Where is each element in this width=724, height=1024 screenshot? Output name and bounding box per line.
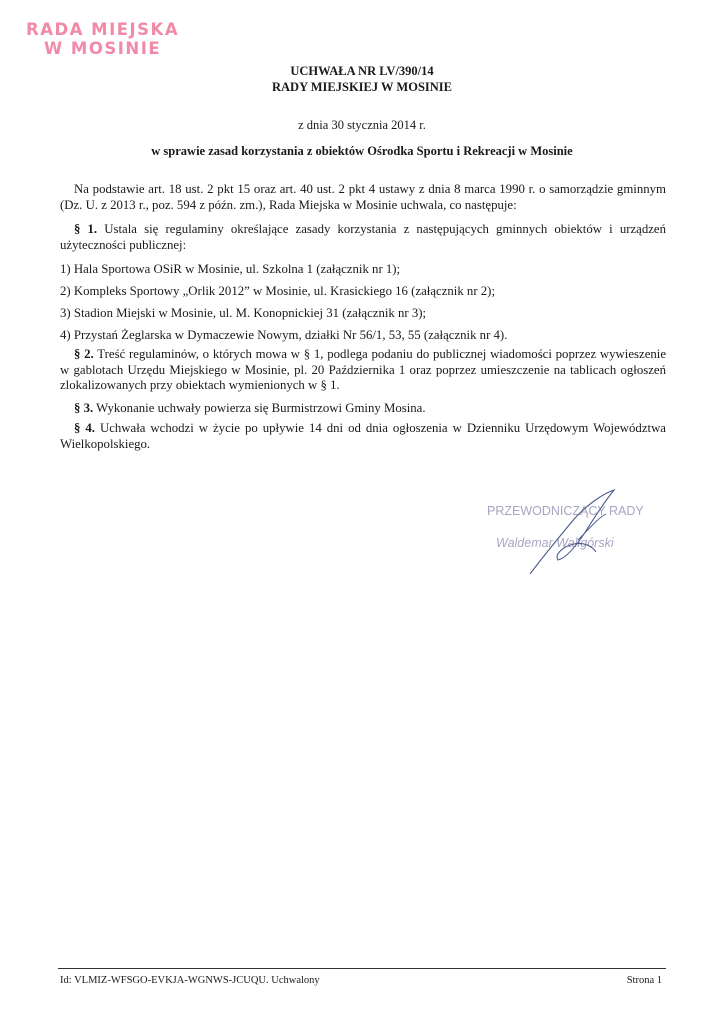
section-3-text: Wykonanie uchwały powierza się Burmistrzowi Gminy Mosina. [93,401,426,415]
title-line-1: UCHWAŁA NR LV/390/14 [290,64,434,78]
section-3-label: § 3. [74,401,94,415]
section-3 [60,401,666,417]
resolution-title [0,63,724,95]
stamp-line-2: W MOSINIE [43,39,162,58]
list-item: 2) Kompleks Sportowy „Orlik 2012” w Mosinie, ul. Krasickiego 16 (załącznik nr 2); [60,284,496,298]
signature-block [480,488,660,588]
footer-divider [58,968,666,969]
list-item: 3) Stadion Miejski w Mosinie, ul. M. Konopnickiej 31 (załącznik nr 3); [60,306,427,320]
signature-name: Waldemar Waligórski [496,536,614,550]
preamble: Na podstawie art. 18 ust. 2 pkt 15 oraz art. 40 ust. 2 pkt 4 ustawy z dnia 8 marca 1990 r. o samorządzie gminnym (Dz. U. z 2013 r., poz. 594 z późn. zm.), Rada Miejska w Mosinie uchwala, co następuje: [60,182,666,212]
stamp-line-1: RADA MIEJSKA [26,20,180,39]
list-item: 1) Hala Sportowa OSiR w Mosinie, ul. Szkolna 1 (załącznik nr 1); [60,262,401,276]
section-1-text: Ustala się regulaminy określające zasady korzystania z następujących gminnych obiektów i urządzeń użyteczności publicznej: [60,222,666,252]
section-2-text: Treść regulaminów, o których mowa w § 1, podlega podaniu do publicznej wiadomości poprzez wywieszenie w gablotach Urzędu Miejskiego w Mosinie, pl. 20 Października 1 oraz poprzez umieszczenie na tablicach ogłoszeń zlokalizowanych przy obiektach wymienionych w § 1. [60,347,667,392]
title-line-2: RADY MIEJSKIEJ W MOSINIE [271,80,452,94]
document-id: Id: VLMIZ-WFSGO-EVKJA-WGNWS-JCUQU. Uchwalony [60,975,320,986]
section-4-label: § 4. [74,421,95,435]
signature-role: PRZEWODNICZĄCY RADY [487,504,644,518]
section-4 [60,421,666,452]
page-number: Strona 1 [626,975,662,986]
section-1 [60,222,666,253]
section-4-text: Uchwała wchodzi w życie po upływie 14 dni od dnia ogłoszenia w Dzienniku Urzędowym Województwa Wielkopolskiego. [60,421,666,451]
section-1-label: § 1. [74,222,98,236]
list-item: 4) Przystań Żeglarska w Dymaczewie Nowym, działki Nr 56/1, 53, 55 (załącznik nr 4). [60,328,508,342]
council-stamp [26,20,179,58]
section-2-label: § 2. [74,347,94,361]
section-2 [60,347,666,394]
resolution-date: z dnia 30 stycznia 2014 r. [298,118,426,132]
resolution-subject: w sprawie zasad korzystania z obiektów Ośrodka Sportu i Rekreacji w Mosinie [151,144,573,158]
handwritten-signature-icon [480,488,660,588]
